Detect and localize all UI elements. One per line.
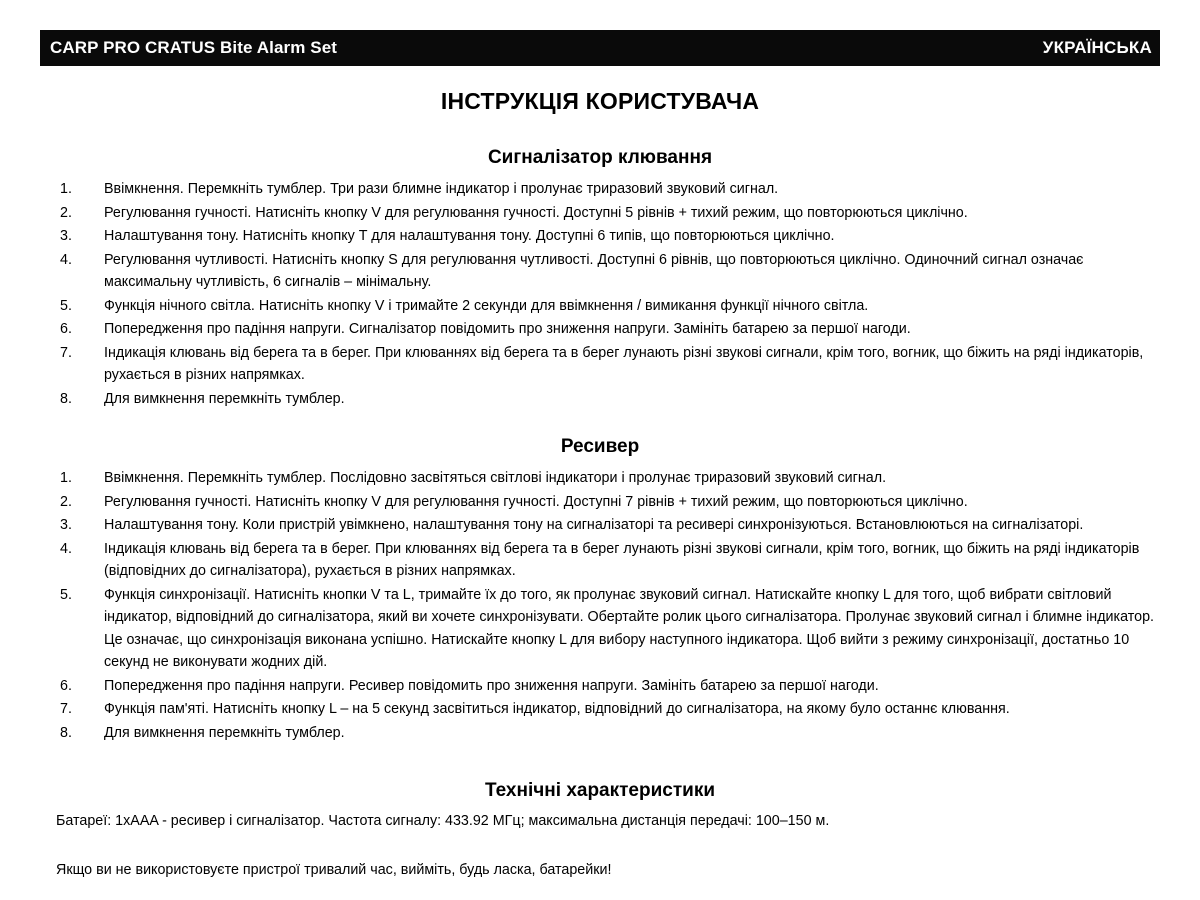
battery-removal-note: Якщо ви не використовуєте пристрої тривалий час, вийміть, будь ласка, батарейки!: [56, 861, 612, 878]
list-item: Попередження про падіння напруги. Сигналізатор повідомить про зниження напруги. Замініть батарею за першої нагоди.: [104, 321, 911, 337]
list-item: Регулювання чутливості. Натисніть кнопку S для регулювання чутливості. Доступні 6 рівнів, що повторюються циклічно. Одиночний сигнал означає максимальну чутливість, 6 сигналів – мінімальну.: [104, 251, 1084, 290]
list-item: Регулювання гучності. Натисніть кнопку V для регулювання гучності. Доступні 7 рівнів + тихий режим, що повторюються циклічно.: [104, 493, 968, 510]
steps-list-bite-alarm: [0, 178, 1200, 410]
list-item: Регулювання гучності. Натисніть кнопку V для регулювання гучності. Доступні 5 рівнів + тихий режим, що повторюються циклічно.: [104, 204, 968, 221]
list-item: Ввімкнення. Перемкніть тумблер. Послідовно засвітяться світлові індикатори і пролунає триразовий звуковий сигнал.: [104, 470, 887, 486]
language-label: УКРАЇНСЬКА: [1042, 38, 1152, 57]
list-item: Попередження про падіння напруги. Ресивер повідомить про зниження напруги. Замініть батарею за першої нагоди.: [104, 677, 879, 694]
product-title: CARP PRO CRATUS Bite Alarm Set: [50, 38, 338, 57]
list-item: Індикація клювань від берега та в берег. При клюваннях від берега та в берег лунають різні звукові сигнали, крім того, вогник, що біжить на ряді індикаторів (відповідних до сигналізатора), рухається в різних напрямках.: [104, 540, 1140, 579]
list-item: Налаштування тону. Коли пристрій увімкнено, налаштування тону на сигналізаторі та ресивері синхронізуються. Встановлюються на сигналізаторі.: [104, 517, 1084, 533]
list-item: Індикація клювань від берега та в берег. При клюваннях від берега та в берег лунають різні звукові сигнали, крім того, вогник, що біжить на ряді індикаторів, рухається в різних напрямках.: [104, 344, 1144, 383]
header-bar: [40, 30, 1160, 66]
section-heading-bite-alarm: Сигналізатор клювання: [487, 147, 713, 168]
list-item: Ввімкнення. Перемкніть тумблер. Три рази блимне індикатор і пролунає триразовий звуковий сигнал.: [104, 181, 779, 197]
section-heading-specifications: Технічні характеристики: [484, 780, 716, 801]
list-item: Функція пам'яті. Натисніть кнопку L – на 5 секунд засвітиться індикатор, відповідний до сигналізатора, на якому було останнє клювання.: [104, 701, 1010, 717]
list-item: Налаштування тону. Натисніть кнопку T для налаштування тону. Доступні 6 типів, що повторюються циклічно.: [104, 228, 835, 244]
list-item: Функція нічного світла. Натисніть кнопку V і тримайте 2 секунди для ввімкнення / вимикання функції нічного світла.: [104, 297, 869, 314]
specifications-text: Батареї: 1xAAA - ресивер і сигналізатор. Частота сигналу: 433.92 МГц; максимальна дистанція передачі: 100–150 м.: [56, 813, 830, 829]
list-item: Для вимкнення перемкніть тумблер.: [104, 390, 345, 407]
steps-list-receiver: [0, 467, 1200, 744]
list-item: Для вимкнення перемкніть тумблер.: [104, 724, 345, 741]
section-heading-receiver: Ресивер: [560, 436, 640, 457]
page-title: ІНСТРУКЦІЯ КОРИСТУВАЧА: [440, 88, 760, 114]
list-item: Функція синхронізації. Натисніть кнопки V та L, тримайте їх до того, як пролунає звуковий сигнал. Натискайте кнопку L для того, щоб вибрати світловий індикатор, відповідний до сигналізатора, який ви хочете синхронізувати. Обертайте ролик цього сигналізатора. Пролунає звуковий сигнал і блимне індикатор. Це означає, що синхронізація виконана успішно. Натискайте кнопку L для вибору наступного індикатора. Щоб вийти з режиму синхронізації, достатньо 10 секунд не виконувати жодних дій.: [104, 586, 1154, 670]
document-content: [0, 72, 1200, 895]
